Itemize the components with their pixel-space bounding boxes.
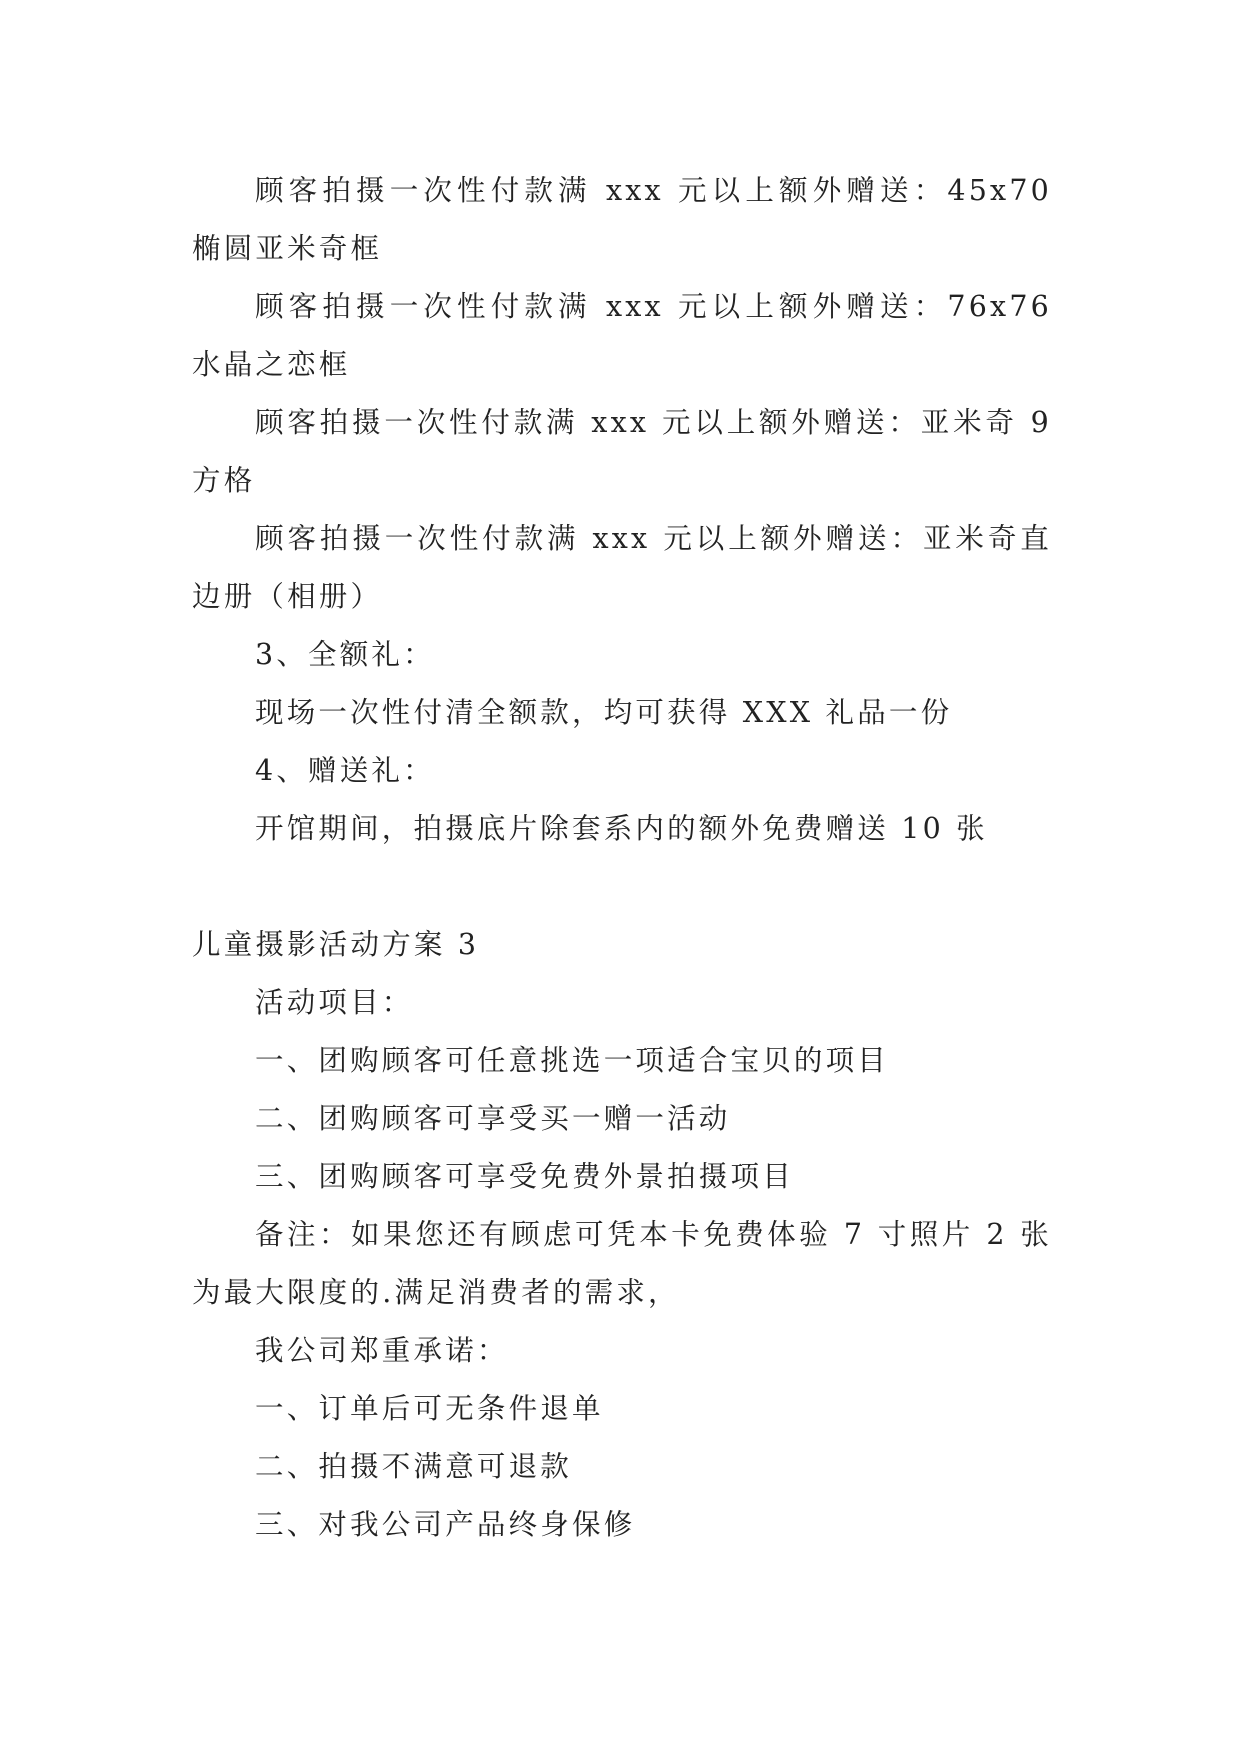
list-item: 二、团购顾客可享受买一赠一活动 (255, 1102, 731, 1135)
list-item: 二、拍摄不满意可退款 (255, 1450, 573, 1483)
list-item: 一、团购顾客可任意挑选一项适合宝贝的项目 (255, 1044, 890, 1077)
paragraph: 活动项目： (255, 986, 414, 1019)
paragraph: 备注：如果您还有顾虑可凭本卡免费体验 7 寸照片 2 张为最大限度的.满足消费者的需求， (192, 1218, 1052, 1309)
list-heading: 4、赠送礼： (255, 754, 435, 787)
paragraph: 顾客拍摄一次性付款满 xxx 元以上额外赠送：亚米奇直边册（相册） (192, 522, 1052, 613)
paragraph: 顾客拍摄一次性付款满 xxx 元以上额外赠送：76x76 水晶之恋框 (192, 290, 1052, 381)
document-page (192, 162, 1052, 1554)
section-spacer (192, 858, 1052, 916)
paragraph: 现场一次性付清全额款，均可获得 XXX 礼品一份 (255, 696, 953, 729)
paragraph: 我公司郑重承诺： (255, 1334, 509, 1367)
paragraph: 顾客拍摄一次性付款满 xxx 元以上额外赠送：亚米奇 9 方格 (192, 406, 1052, 497)
paragraph: 顾客拍摄一次性付款满 xxx 元以上额外赠送：45x70 椭圆亚米奇框 (192, 174, 1052, 265)
list-item: 三、团购顾客可享受免费外景拍摄项目 (255, 1160, 794, 1193)
list-heading: 3、全额礼： (255, 638, 435, 671)
list-item: 一、订单后可无条件退单 (255, 1392, 604, 1425)
list-item: 三、对我公司产品终身保修 (255, 1508, 636, 1541)
paragraph: 开馆期间，拍摄底片除套系内的额外免费赠送 10 张 (255, 812, 988, 845)
section-title: 儿童摄影活动方案 3 (192, 928, 480, 961)
